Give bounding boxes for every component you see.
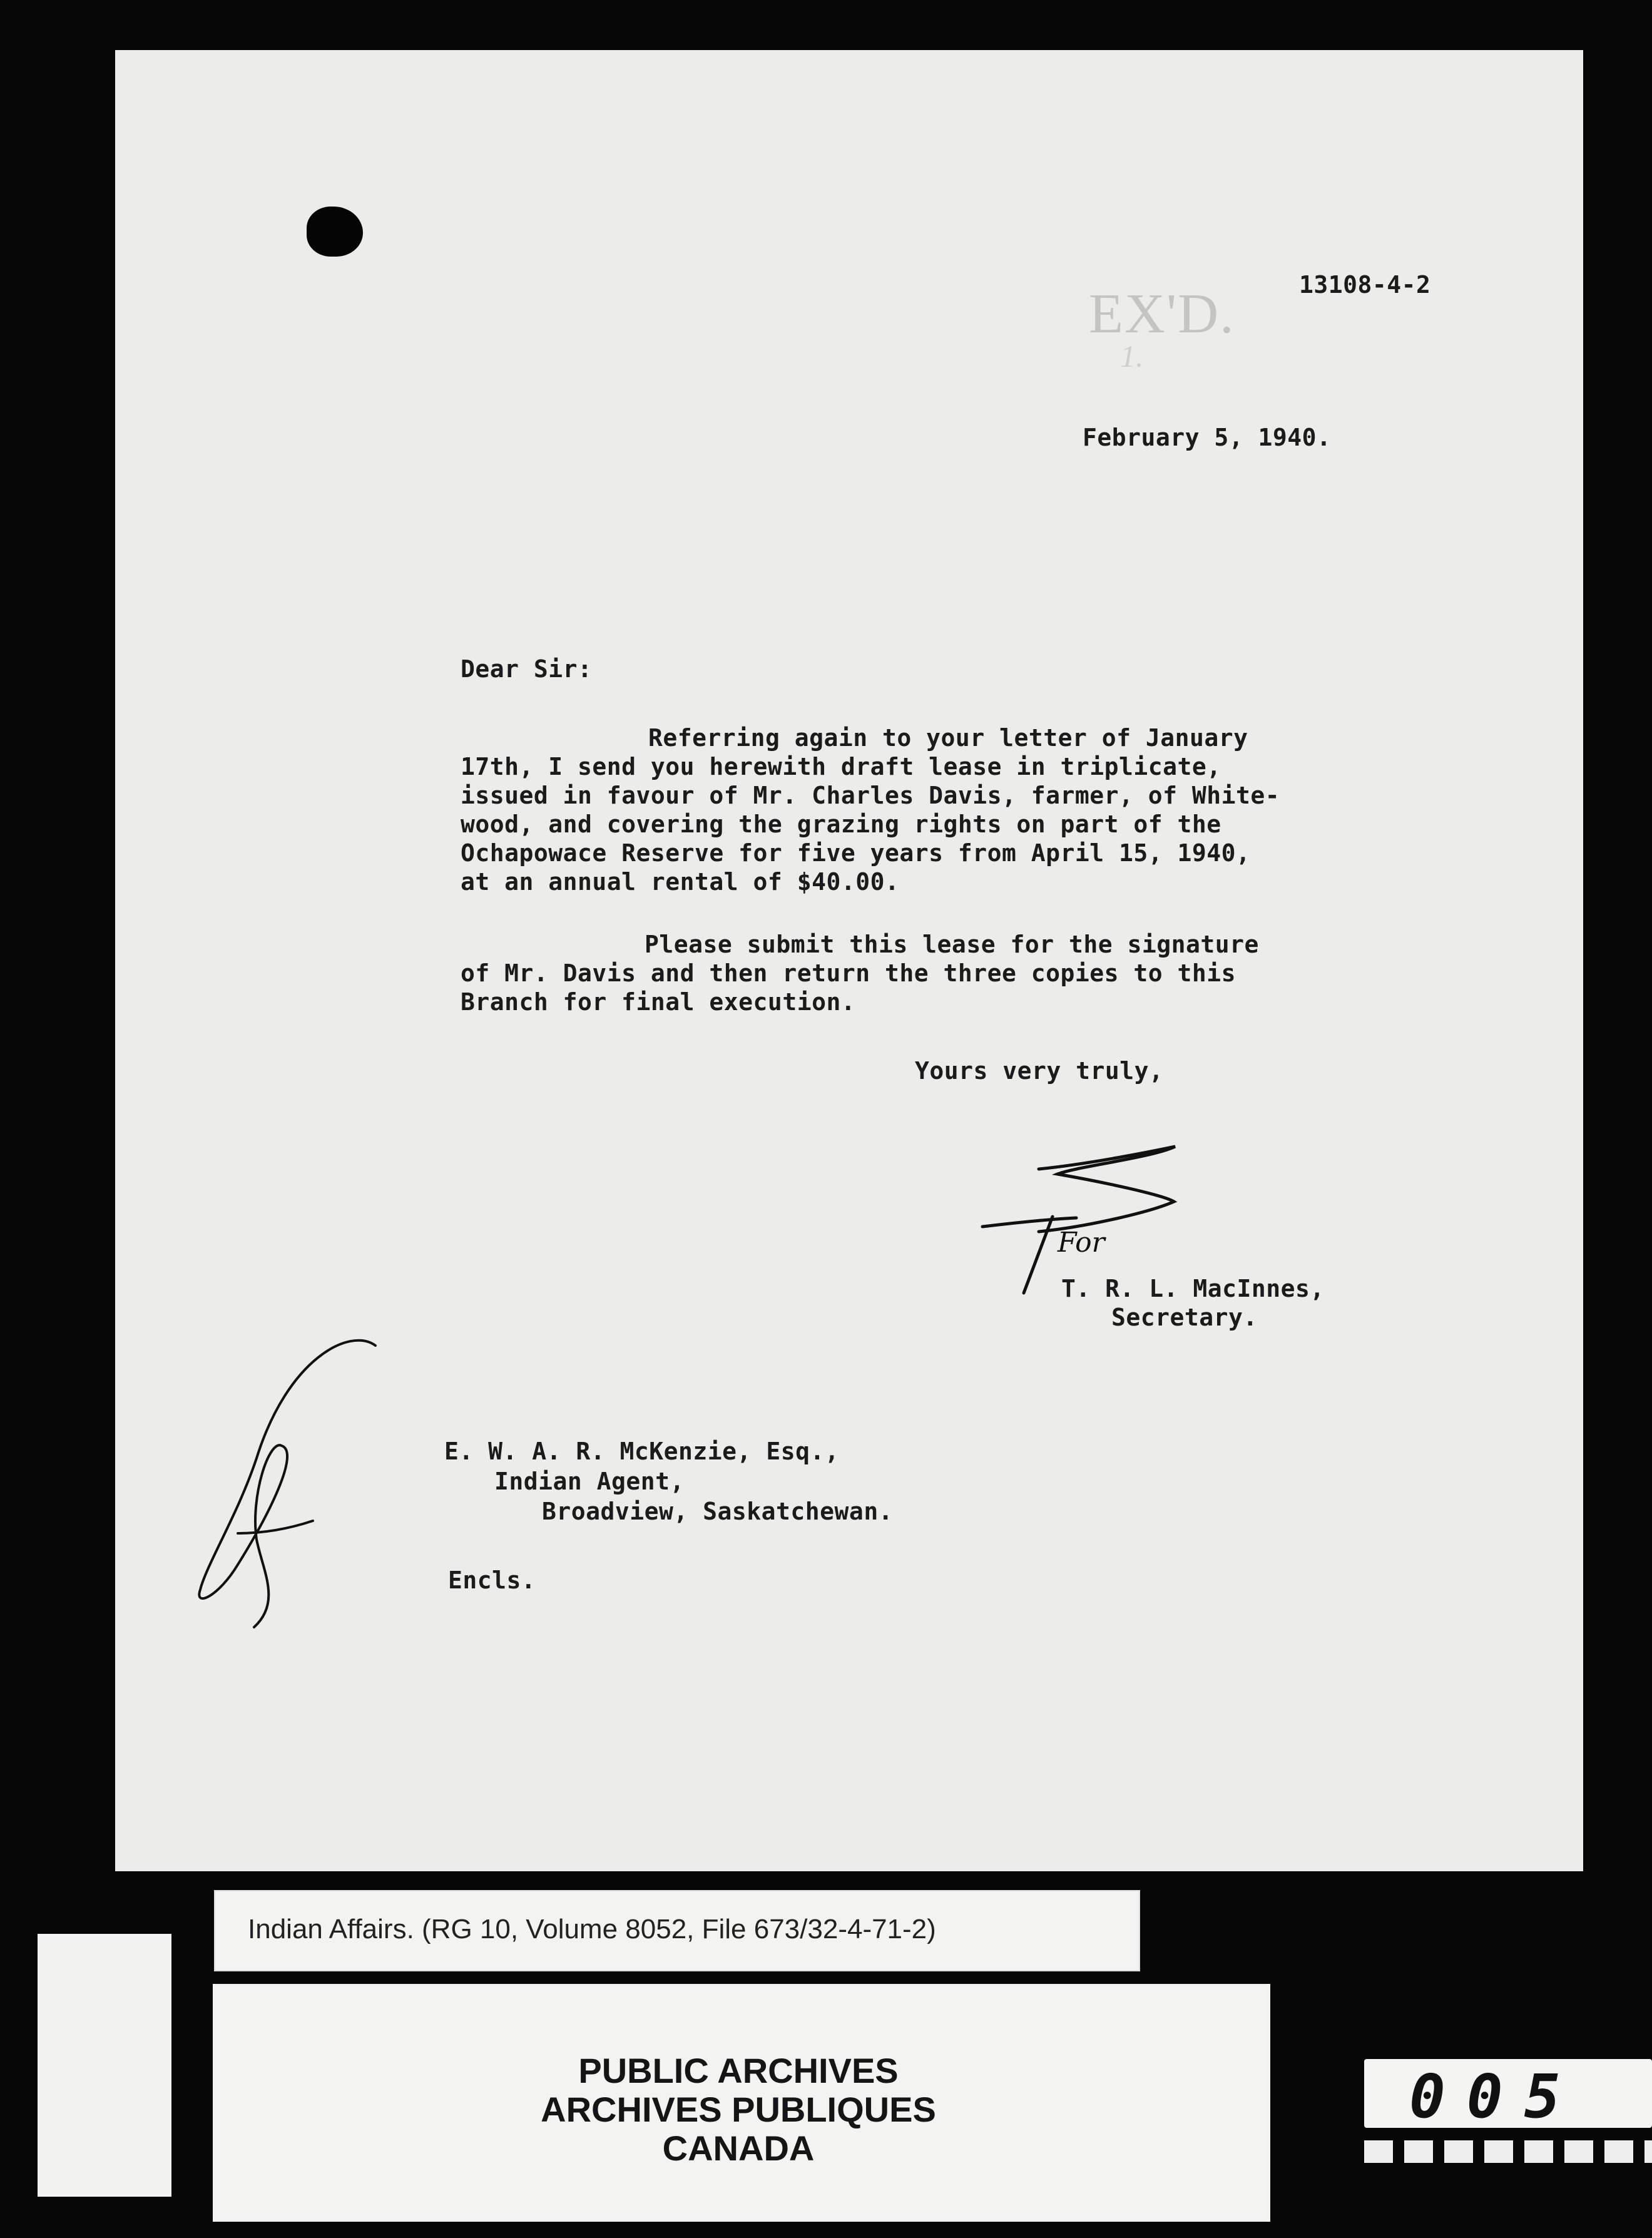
banner-line: PUBLIC ARCHIVES: [578, 2051, 899, 2090]
banner-line: CANADA: [662, 2128, 815, 2168]
file-reference: Indian Affairs. (RG 10, Volume 8052, File 673/32-4-71-2): [248, 1914, 936, 1944]
banner-strip: [213, 2197, 1270, 2222]
archive-banner: [213, 1984, 1270, 2197]
recipient-line: Indian Agent,: [494, 1468, 685, 1495]
paragraph-line: issued in favour of Mr. Charles Davis, farmer, of White-: [461, 782, 1280, 809]
file-number: 13108-4-2: [1299, 271, 1431, 299]
paragraph-line: Please submit this lease for the signature: [645, 931, 1259, 958]
recipient-line: E. W. A. R. McKenzie, Esq.,: [444, 1438, 840, 1465]
banner-line: ARCHIVES PUBLIQUES: [541, 2090, 936, 2129]
stamp-mark: 1.: [1120, 339, 1144, 374]
paragraph-line: of Mr. Davis and then return the three copies to this: [461, 959, 1236, 987]
frame-number: 005: [1409, 2062, 1582, 2132]
paragraph-line: 17th, I send you herewith draft lease in triplicate,: [461, 753, 1221, 780]
closing: Yours very truly,: [915, 1057, 1164, 1085]
paragraph-line: at an annual rental of $40.00.: [461, 868, 900, 896]
paragraph-line: Ochapowace Reserve for five years from April 15, 1940,: [461, 839, 1251, 867]
archive-card-left: [38, 1934, 171, 2197]
letter-date: February 5, 1940.: [1083, 424, 1332, 451]
file-reference-label: [214, 1890, 1140, 1971]
margin-initials: [194, 1333, 394, 1646]
enclosure-note: Encls.: [448, 1566, 536, 1594]
recipient-line: Broadview, Saskatchewan.: [542, 1498, 894, 1525]
frame-counter: [1364, 2059, 1652, 2132]
salutation: Dear Sir:: [461, 655, 593, 683]
signer-title: Secretary.: [1111, 1304, 1258, 1331]
signature-note: For: [1058, 1227, 1105, 1259]
paragraph-line: wood, and covering the grazing rights on part of the: [461, 810, 1221, 838]
counter-ticks: [1364, 2140, 1652, 2163]
paragraph-line: Referring again to your letter of January: [648, 724, 1248, 752]
signer-name: T. R. L. MacInnes,: [1061, 1275, 1325, 1302]
paragraph-line: Branch for final execution.: [461, 988, 856, 1016]
punch-hole: [307, 207, 363, 257]
examined-stamp: EX'D.: [1089, 283, 1235, 345]
